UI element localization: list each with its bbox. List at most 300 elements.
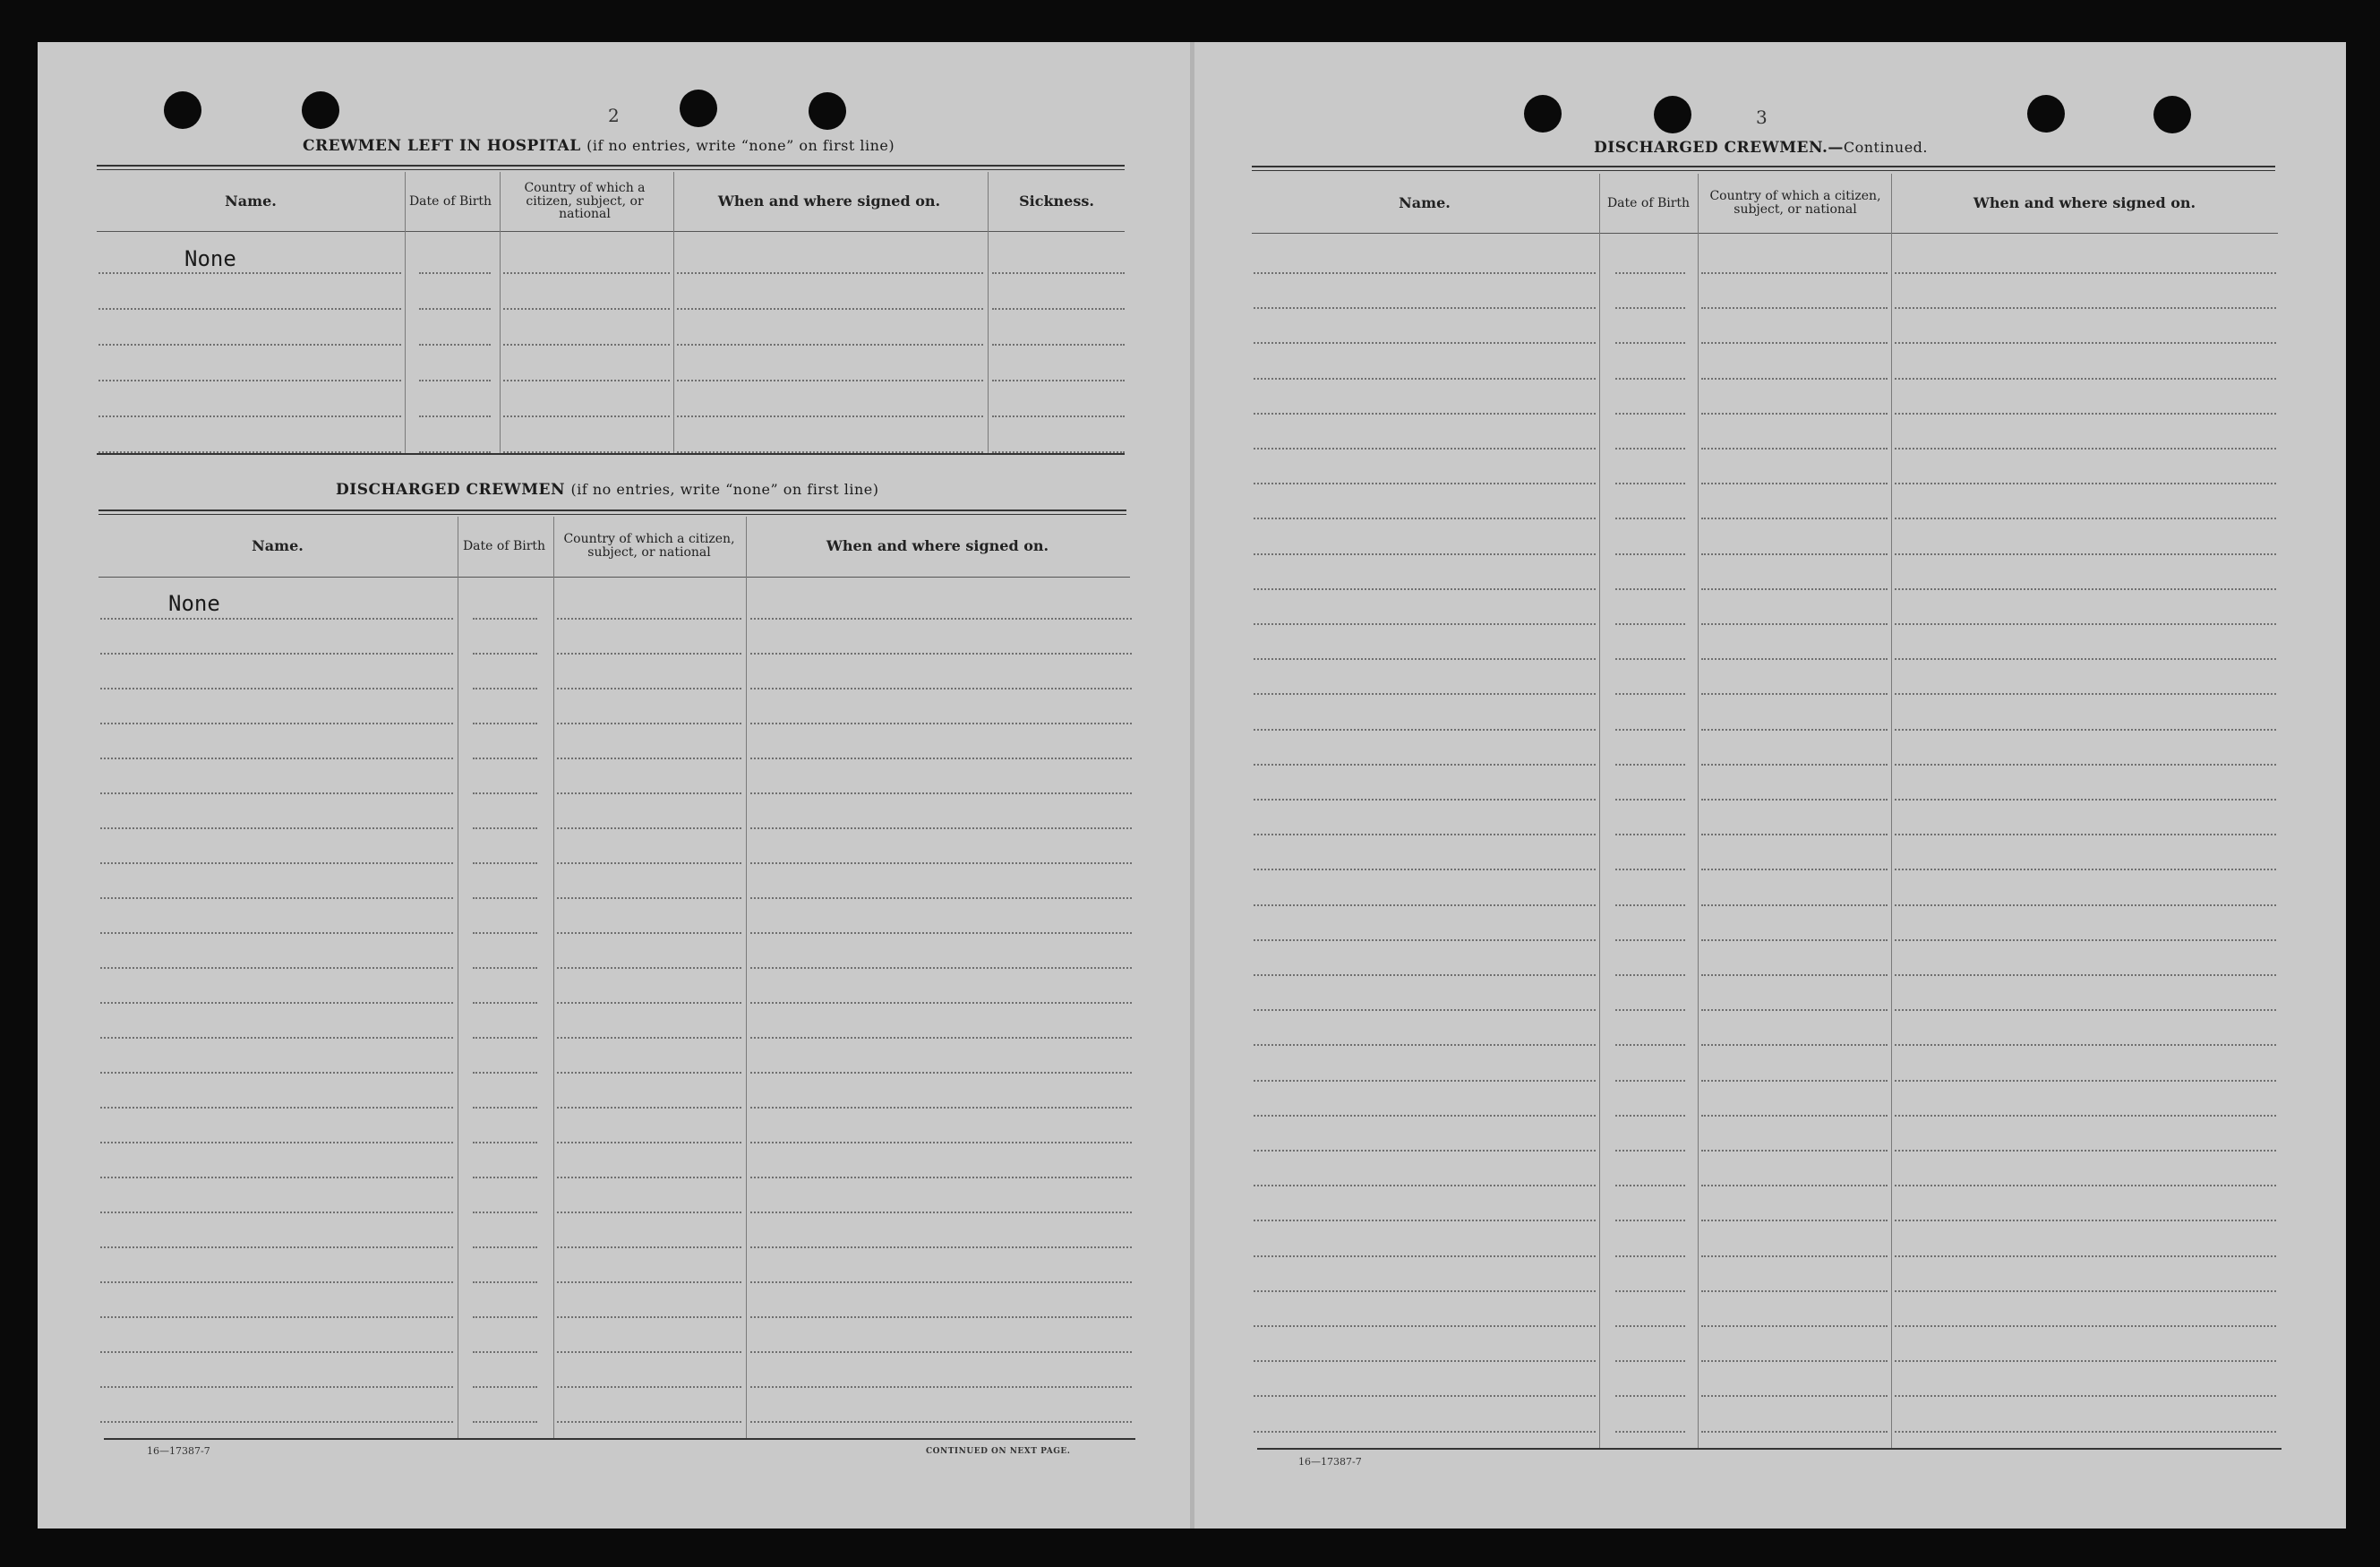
ruled-line bbox=[1895, 834, 2276, 835]
hospital-col-name: Name. bbox=[225, 192, 277, 210]
ruled-line bbox=[1895, 1431, 2276, 1433]
ruled-line bbox=[98, 415, 401, 417]
ruled-line bbox=[1615, 378, 1685, 380]
continued-note: CONTINUED ON NEXT PAGE. bbox=[926, 1447, 1071, 1456]
form-number: 16—17387-7 bbox=[147, 1445, 210, 1457]
hospital-col-divider bbox=[988, 172, 989, 453]
ruled-line bbox=[1701, 1185, 1888, 1186]
ruled-line bbox=[750, 827, 1132, 829]
ruled-line bbox=[1615, 939, 1685, 941]
discharged-col-dob: Date of Birth bbox=[462, 538, 546, 553]
ruled-line bbox=[1701, 939, 1888, 941]
right-header-bottom bbox=[1252, 233, 2278, 234]
hospital-col-signed-on: When and where signed on. bbox=[717, 192, 941, 210]
ruled-line bbox=[503, 272, 670, 274]
punch-hole bbox=[2027, 95, 2065, 133]
ruled-line bbox=[1254, 448, 1596, 450]
ruled-line bbox=[1701, 834, 1888, 835]
ruled-line bbox=[1701, 693, 1888, 695]
punch-hole bbox=[302, 91, 339, 129]
ruled-line bbox=[473, 897, 537, 899]
ruled-line bbox=[1895, 1220, 2276, 1221]
ruled-line bbox=[1254, 834, 1596, 835]
ruled-line bbox=[503, 380, 670, 381]
ruled-line bbox=[677, 272, 983, 274]
ruled-line bbox=[750, 1177, 1132, 1178]
right-col-divider bbox=[1698, 174, 1699, 1449]
ruled-line bbox=[1895, 1290, 2276, 1292]
ruled-line bbox=[1615, 1255, 1685, 1257]
ruled-line bbox=[1895, 378, 2276, 380]
ruled-line bbox=[1254, 1080, 1596, 1082]
ruled-line bbox=[1254, 729, 1596, 731]
hospital-header-bottom bbox=[97, 231, 1125, 232]
ruled-line bbox=[1615, 272, 1685, 274]
discharged-col-name: Name. bbox=[252, 536, 304, 554]
ruled-line bbox=[750, 1142, 1132, 1143]
ruled-line bbox=[100, 1281, 453, 1283]
ruled-line bbox=[1895, 1115, 2276, 1117]
ruled-line bbox=[1254, 1360, 1596, 1362]
ruled-line bbox=[1895, 1185, 2276, 1186]
ruled-line bbox=[100, 1002, 453, 1004]
hospital-title-text: CREWMEN LEFT IN HOSPITAL bbox=[303, 137, 581, 155]
ruled-line bbox=[1701, 518, 1888, 519]
ruled-line bbox=[557, 1281, 741, 1283]
ruled-line bbox=[473, 1107, 537, 1109]
ruled-line bbox=[1701, 764, 1888, 766]
hospital-col-divider bbox=[673, 172, 674, 453]
ruled-line bbox=[1701, 1431, 1888, 1433]
ruled-line bbox=[1895, 974, 2276, 976]
ruled-line bbox=[1701, 1009, 1888, 1011]
ruled-line bbox=[1701, 1044, 1888, 1046]
ruled-line bbox=[1615, 307, 1685, 309]
ruled-line bbox=[750, 1002, 1132, 1004]
ruled-line bbox=[100, 1037, 453, 1039]
ruled-line bbox=[1615, 764, 1685, 766]
ruled-line bbox=[1701, 1115, 1888, 1117]
ruled-line bbox=[992, 272, 1125, 274]
ruled-line bbox=[1615, 1185, 1685, 1186]
ruled-line bbox=[100, 1421, 453, 1423]
ruled-line bbox=[100, 688, 453, 689]
ruled-line bbox=[557, 862, 741, 864]
ruled-line bbox=[1615, 1360, 1685, 1362]
ruled-line bbox=[473, 653, 537, 655]
ruled-line bbox=[1615, 834, 1685, 835]
ruled-line bbox=[473, 1316, 537, 1318]
discharged-col-signed-on: When and where signed on. bbox=[826, 536, 1049, 554]
ruled-line bbox=[750, 723, 1132, 724]
ruled-line bbox=[100, 862, 453, 864]
ruled-line bbox=[1701, 553, 1888, 555]
ruled-line bbox=[750, 1107, 1132, 1109]
ruled-line bbox=[1701, 799, 1888, 801]
ruled-line bbox=[1615, 658, 1685, 660]
ruled-line bbox=[1701, 623, 1888, 625]
ruled-line bbox=[100, 967, 453, 969]
ruled-line bbox=[1615, 1325, 1685, 1327]
ruled-line bbox=[1895, 1009, 2276, 1011]
ruled-line bbox=[1254, 904, 1596, 906]
discharged-header-bottom bbox=[98, 577, 1130, 578]
ruled-line bbox=[100, 827, 453, 829]
ruled-line bbox=[473, 792, 537, 794]
ruled-line bbox=[1895, 1325, 2276, 1327]
ruled-line bbox=[503, 308, 670, 310]
ruled-line bbox=[100, 1246, 453, 1248]
ruled-line bbox=[100, 1072, 453, 1074]
ruled-line bbox=[1895, 623, 2276, 625]
ruled-line bbox=[100, 1142, 453, 1143]
ruled-line bbox=[1254, 1009, 1596, 1011]
ruled-line bbox=[1895, 764, 2276, 766]
ruled-line bbox=[1701, 448, 1888, 450]
ruled-line bbox=[750, 618, 1132, 620]
ruled-line bbox=[419, 380, 491, 381]
ruled-line bbox=[100, 653, 453, 655]
discharged-first-entry: None bbox=[168, 591, 220, 616]
hospital-bottom-rule bbox=[97, 453, 1125, 455]
ruled-line bbox=[557, 932, 741, 934]
ruled-line bbox=[992, 308, 1125, 310]
ruled-line bbox=[557, 618, 741, 620]
ruled-line bbox=[100, 723, 453, 724]
ruled-line bbox=[750, 1037, 1132, 1039]
discharged-header-rule bbox=[98, 509, 1126, 515]
ruled-line bbox=[750, 1281, 1132, 1283]
ruled-line bbox=[1254, 1044, 1596, 1046]
ruled-line bbox=[1254, 413, 1596, 415]
ruled-line bbox=[1701, 483, 1888, 484]
punch-hole bbox=[809, 92, 846, 130]
ruled-line bbox=[473, 1212, 537, 1213]
ruled-line bbox=[100, 1386, 453, 1388]
punch-hole bbox=[164, 91, 201, 129]
ruled-line bbox=[100, 1351, 453, 1353]
ruled-line bbox=[750, 897, 1132, 899]
discharged-section-title bbox=[336, 481, 878, 499]
ruled-line bbox=[100, 1316, 453, 1318]
ruled-line bbox=[473, 1421, 537, 1423]
ruled-line bbox=[1615, 869, 1685, 870]
ruled-line bbox=[1254, 1431, 1596, 1433]
ruled-line bbox=[557, 758, 741, 759]
ruled-line bbox=[1615, 1115, 1685, 1117]
ruled-line bbox=[677, 308, 983, 310]
ruled-line bbox=[1701, 588, 1888, 590]
ruled-line bbox=[473, 758, 537, 759]
ruled-line bbox=[1615, 1044, 1685, 1046]
ruled-line bbox=[1615, 1395, 1685, 1397]
ruled-line bbox=[750, 1212, 1132, 1213]
discharged-title-text: DISCHARGED CREWMEN bbox=[336, 481, 566, 499]
ruled-line bbox=[557, 1421, 741, 1423]
ruled-line bbox=[1254, 1185, 1596, 1186]
ruled-line bbox=[1895, 799, 2276, 801]
ruled-line bbox=[557, 1107, 741, 1109]
ruled-line bbox=[557, 1037, 741, 1039]
ruled-line bbox=[1615, 729, 1685, 731]
ruled-line bbox=[750, 1421, 1132, 1423]
right-title-text: DISCHARGED CREWMEN.— bbox=[1594, 139, 1844, 157]
ruled-line bbox=[473, 1281, 537, 1283]
ruled-line bbox=[473, 967, 537, 969]
ruled-line bbox=[419, 308, 491, 310]
ruled-line bbox=[1615, 693, 1685, 695]
ruled-line bbox=[503, 344, 670, 346]
ruled-line bbox=[750, 862, 1132, 864]
ruled-line bbox=[1895, 693, 2276, 695]
hospital-col-sickness: Sickness. bbox=[1019, 192, 1094, 210]
ruled-line bbox=[557, 827, 741, 829]
ruled-line bbox=[1254, 693, 1596, 695]
ruled-line bbox=[1895, 1395, 2276, 1397]
ruled-line bbox=[1895, 413, 2276, 415]
punch-hole bbox=[2153, 96, 2191, 133]
ruled-line bbox=[557, 1386, 741, 1388]
ruled-line bbox=[1615, 518, 1685, 519]
ruled-line bbox=[1895, 1255, 2276, 1257]
ruled-line bbox=[473, 1072, 537, 1074]
hospital-col-country: Country of which a citizen, subject, or national bbox=[524, 180, 646, 222]
ruled-line bbox=[1615, 413, 1685, 415]
ruled-line bbox=[100, 618, 453, 620]
hospital-first-entry: None bbox=[184, 246, 236, 271]
ruled-line bbox=[750, 967, 1132, 969]
ruled-line bbox=[473, 1002, 537, 1004]
page-number: 2 bbox=[608, 105, 620, 126]
hospital-title-note: (if no entries, write “none” on first line) bbox=[586, 137, 895, 154]
right-col-divider bbox=[1599, 174, 1600, 1449]
ruled-line bbox=[1254, 1290, 1596, 1292]
ruled-line bbox=[100, 792, 453, 794]
ruled-line bbox=[1615, 1431, 1685, 1433]
ruled-line bbox=[100, 758, 453, 759]
ruled-line bbox=[1615, 1009, 1685, 1011]
ruled-line bbox=[1895, 483, 2276, 484]
ruled-line bbox=[1895, 1150, 2276, 1152]
ruled-line bbox=[100, 1212, 453, 1213]
right-col-country: Country of which a citizen, subject, or national bbox=[1709, 189, 1881, 217]
ruled-line bbox=[1615, 1290, 1685, 1292]
ruled-line bbox=[473, 862, 537, 864]
ruled-line bbox=[1895, 1080, 2276, 1082]
ruled-line bbox=[750, 1246, 1132, 1248]
ruled-line bbox=[1615, 588, 1685, 590]
ruled-line bbox=[1701, 1220, 1888, 1221]
ruled-line bbox=[1895, 518, 2276, 519]
right-col-name: Name. bbox=[1399, 193, 1451, 211]
ruled-line bbox=[1701, 1255, 1888, 1257]
ruled-line bbox=[473, 618, 537, 620]
ruled-line bbox=[1254, 588, 1596, 590]
ruled-line bbox=[473, 1386, 537, 1388]
ruled-line bbox=[1895, 939, 2276, 941]
punch-hole bbox=[680, 90, 717, 127]
ruled-line bbox=[1254, 658, 1596, 660]
ruled-line bbox=[98, 380, 401, 381]
page-gutter bbox=[1190, 42, 1194, 1528]
form-number: 16—17387-7 bbox=[1298, 1456, 1362, 1468]
ruled-line bbox=[1701, 272, 1888, 274]
discharged-col-divider bbox=[553, 517, 554, 1439]
ruled-line bbox=[473, 1351, 537, 1353]
ruled-line bbox=[1701, 1325, 1888, 1327]
ruled-line bbox=[557, 1072, 741, 1074]
right-header-rule bbox=[1252, 166, 2275, 171]
ruled-line bbox=[1254, 1395, 1596, 1397]
ruled-line bbox=[1895, 904, 2276, 906]
ruled-line bbox=[473, 1246, 537, 1248]
ruled-line bbox=[1615, 553, 1685, 555]
ruled-line bbox=[1254, 764, 1596, 766]
ruled-line bbox=[1895, 588, 2276, 590]
ruled-line bbox=[473, 1037, 537, 1039]
ruled-line bbox=[750, 1351, 1132, 1353]
ruled-line bbox=[98, 344, 401, 346]
hospital-col-dob: Date of Birth bbox=[408, 193, 492, 209]
ruled-line bbox=[473, 827, 537, 829]
right-title-suffix: Continued. bbox=[1843, 139, 1929, 156]
ruled-line bbox=[1895, 658, 2276, 660]
ruled-line bbox=[98, 272, 401, 274]
ruled-line bbox=[1254, 869, 1596, 870]
ruled-line bbox=[473, 688, 537, 689]
ruled-line bbox=[557, 688, 741, 689]
ruled-line bbox=[992, 415, 1125, 417]
ruled-line bbox=[1615, 1080, 1685, 1082]
ruled-line bbox=[1895, 342, 2276, 344]
ruled-line bbox=[1254, 272, 1596, 274]
ruled-line bbox=[473, 723, 537, 724]
ruled-line bbox=[1254, 342, 1596, 344]
ruled-line bbox=[557, 967, 741, 969]
ruled-line bbox=[1254, 623, 1596, 625]
ruled-line bbox=[1895, 1360, 2276, 1362]
ruled-line bbox=[1701, 1150, 1888, 1152]
ruled-line bbox=[1701, 1080, 1888, 1082]
hospital-section-title bbox=[303, 137, 895, 155]
ruled-line bbox=[677, 415, 983, 417]
ruled-line bbox=[100, 897, 453, 899]
ruled-line bbox=[750, 1072, 1132, 1074]
ruled-line bbox=[750, 758, 1132, 759]
discharged-col-divider bbox=[746, 517, 747, 1439]
ruled-line bbox=[557, 653, 741, 655]
ruled-line bbox=[1701, 1395, 1888, 1397]
ruled-line bbox=[750, 932, 1132, 934]
ruled-line bbox=[1895, 1044, 2276, 1046]
ruled-line bbox=[557, 1142, 741, 1143]
ruled-line bbox=[419, 272, 491, 274]
ruled-line bbox=[557, 792, 741, 794]
ruled-line bbox=[1254, 378, 1596, 380]
ruled-line bbox=[750, 792, 1132, 794]
ruled-line bbox=[1701, 729, 1888, 731]
ruled-line bbox=[1895, 448, 2276, 450]
ruled-line bbox=[1254, 939, 1596, 941]
ruled-line bbox=[1254, 1220, 1596, 1221]
ruled-line bbox=[1615, 448, 1685, 450]
ruled-line bbox=[992, 380, 1125, 381]
ruled-line bbox=[1254, 553, 1596, 555]
ruled-line bbox=[1254, 799, 1596, 801]
ruled-line bbox=[1701, 974, 1888, 976]
punch-hole bbox=[1524, 95, 1562, 133]
ruled-line bbox=[100, 1177, 453, 1178]
ruled-line bbox=[1701, 658, 1888, 660]
discharged-bottom-rule bbox=[104, 1438, 1135, 1440]
ruled-line bbox=[677, 344, 983, 346]
right-section-title bbox=[1594, 139, 1928, 157]
ruled-line bbox=[1895, 307, 2276, 309]
ruled-line bbox=[473, 1177, 537, 1178]
discharged-title-note: (if no entries, write “none” on first line) bbox=[570, 481, 879, 498]
ruled-line bbox=[100, 932, 453, 934]
ruled-line bbox=[1701, 378, 1888, 380]
ruled-line bbox=[1615, 974, 1685, 976]
ruled-line bbox=[1615, 1150, 1685, 1152]
ruled-line bbox=[100, 1107, 453, 1109]
ruled-line bbox=[1701, 904, 1888, 906]
ruled-line bbox=[557, 1351, 741, 1353]
ruled-line bbox=[557, 723, 741, 724]
ruled-line bbox=[473, 1142, 537, 1143]
ruled-line bbox=[473, 932, 537, 934]
right-bottom-rule bbox=[1257, 1448, 2282, 1450]
hospital-col-divider bbox=[500, 172, 501, 453]
ruled-line bbox=[503, 415, 670, 417]
ruled-line bbox=[1615, 342, 1685, 344]
ruled-line bbox=[1254, 974, 1596, 976]
ruled-line bbox=[1254, 1115, 1596, 1117]
ruled-line bbox=[557, 1316, 741, 1318]
ruled-line bbox=[1701, 1360, 1888, 1362]
hospital-col-divider bbox=[405, 172, 406, 453]
ruled-line bbox=[1701, 342, 1888, 344]
ruled-line bbox=[419, 344, 491, 346]
hospital-header-rule bbox=[97, 165, 1125, 170]
ruled-line bbox=[750, 1386, 1132, 1388]
discharged-col-country: Country of which a citizen, subject, or national bbox=[563, 532, 735, 560]
ruled-line bbox=[1615, 623, 1685, 625]
right-col-dob: Date of Birth bbox=[1606, 195, 1691, 210]
ruled-line bbox=[557, 1002, 741, 1004]
ruled-line bbox=[98, 308, 401, 310]
ruled-line bbox=[750, 653, 1132, 655]
ruled-line bbox=[419, 415, 491, 417]
ruled-line bbox=[557, 1177, 741, 1178]
ruled-line bbox=[557, 1212, 741, 1213]
ruled-line bbox=[1701, 413, 1888, 415]
ruled-line bbox=[1615, 904, 1685, 906]
ruled-line bbox=[750, 688, 1132, 689]
right-col-signed-on: When and where signed on. bbox=[1973, 193, 2196, 211]
ruled-line bbox=[1895, 553, 2276, 555]
ruled-line bbox=[1254, 483, 1596, 484]
ruled-line bbox=[1895, 272, 2276, 274]
ruled-line bbox=[1895, 729, 2276, 731]
ruled-line bbox=[677, 380, 983, 381]
ruled-line bbox=[557, 897, 741, 899]
ruled-line bbox=[1701, 869, 1888, 870]
ruled-line bbox=[1254, 1150, 1596, 1152]
ruled-line bbox=[1701, 1290, 1888, 1292]
ruled-line bbox=[1895, 869, 2276, 870]
right-col-divider bbox=[1891, 174, 1892, 1449]
